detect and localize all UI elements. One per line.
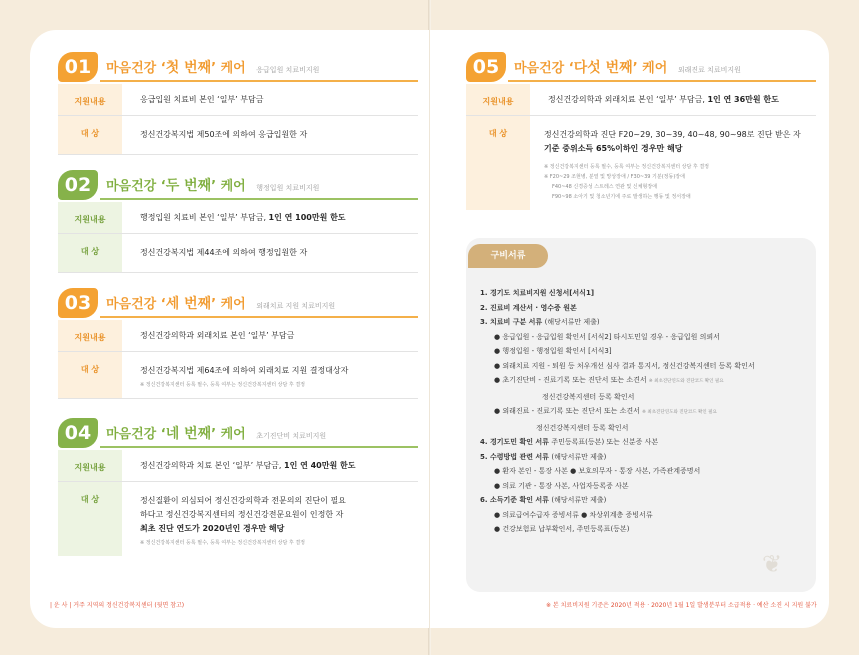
section-underline <box>100 316 418 318</box>
doc-item: ● 건강보험료 납부확인서, 주민등록표(등본) <box>494 525 630 533</box>
section-header <box>58 288 418 320</box>
section-header <box>58 170 418 202</box>
doc-item: 정신건강복지센터 등록 확인서 <box>536 423 629 432</box>
info-row <box>58 202 418 234</box>
row-label: 지원내용 <box>466 84 530 115</box>
row-label: 지원내용 <box>58 202 122 233</box>
row-content: 정신건강복지법 제44조에 의하여 행정입원한 자 <box>140 248 308 257</box>
leaf-icon: ❦ <box>762 550 783 578</box>
section-subtitle: 행정입원 치료비지원 <box>256 184 320 192</box>
row-content: 정신건강의학과 외래치료 본인 ‘일부’ 부담금 <box>140 331 295 340</box>
row-content: 정신건강복지법 제64조에 의하여 외래치료 지원 결정대상자 ※ 정신건강복지센터 등록 필수, 등록 여부는 정신건강복지센터 상담 후 결정 <box>122 352 418 398</box>
doc-item: 정신건강복지센터 등록 확인서 <box>542 392 635 401</box>
info-row <box>58 352 418 399</box>
section-number: 01 <box>58 52 98 82</box>
right-page <box>430 30 829 628</box>
section-number: 03 <box>58 288 98 318</box>
doc-item: 4. 경기도민 확인 서류 주민등록표(등본) 또는 신분증 사본 <box>480 438 659 446</box>
section-number: 02 <box>58 170 98 200</box>
info-row <box>58 320 418 352</box>
left-page <box>30 30 429 628</box>
row-label: 대 상 <box>466 116 530 210</box>
info-row <box>58 234 418 273</box>
row-content: 정신질환이 의심되어 정신건강의학과 전문의의 진단이 필요 하다고 정신건강복지센터의 정신건강전문요원이 인정한 자 최초 진단 연도가 2020년인 경우만 해당 ※ 정신건강복지센터 등록 필수, 등록 여부는 정신건강복지센터 상담 후 결정 <box>122 482 418 556</box>
info-row <box>466 84 816 116</box>
care-section-04 <box>58 418 418 556</box>
row-label: 지원내용 <box>58 84 122 115</box>
row-content: 정신건강의학과 치료 본인 ‘일부’ 부담금, 1인 연 40만원 한도 <box>140 461 356 470</box>
doc-item: 6. 소득기준 확인 서류 (해당서류만 제출) <box>480 496 607 504</box>
doc-item: ● 행정입원 - 행정입원 확인서 [서식3] <box>494 347 612 355</box>
doc-item: ● 외래진료 - 진료기록 또는 진단서 또는 소견서 ※ 최초진단연도와 진단코드 확인 필요 <box>494 407 717 415</box>
row-content: 정신건강의학과 진단 F20~29, 30~39, 40~48, 90~98로 진단 받은 자 기준 중위소득 65%이하인 경우만 해당 ※ 정신건강복지센터 등록 필수, 등록 여부는 정신건강복지센터 상담 후 결정 ※ F20~29 조현병, 분열 및 망상장애 / F30~39 기분(정동)장애 F40~48 신경증성 스트레스 연관 및 신체형장애 F90~98 소아기 및 청소년기에 주로 발생하는 행동 및 정서장애 <box>530 116 816 210</box>
info-row <box>58 84 418 116</box>
row-content: 정신건강의학과 외래치료 본인 ‘일부’ 부담금, 1인 연 36만원 한도 <box>548 95 779 104</box>
section-header <box>58 52 418 84</box>
page-number: | 운 사 | <box>50 602 72 609</box>
section-underline <box>508 80 816 82</box>
section-number: 05 <box>466 52 506 82</box>
section-title: 마음건강 ‘세 번째’ 케어 외래치료 지원 치료비지원 <box>106 296 336 312</box>
care-section-02 <box>58 170 418 273</box>
section-underline <box>100 446 418 448</box>
footer-text: ※ 본 치료비지원 기준은 2020년 적용 · 2020년 1월 1일 발생분부터 소급적용 · 예산 소진 시 지원 불가 <box>546 602 817 609</box>
footnotes: ※ 정신건강복지센터 등록 필수, 등록 여부는 정신건강복지센터 상담 후 결정 ※ F20~29 조현병, 분열 및 망상장애 / F30~39 기분(정동)장애 F40~48 신경증성 스트레스 연관 및 신체형장애 F90~98 소아기 및 청소년기에 주로 발생하는 행동 및 정서장애 <box>544 164 709 200</box>
section-underline <box>100 198 418 200</box>
section-subtitle: 응급입원 치료비지원 <box>256 66 320 74</box>
section-title: 마음건강 ‘네 번째’ 케어 초기진단비 치료비지원 <box>106 426 327 442</box>
section-subtitle: 초기진단비 치료비지원 <box>256 432 327 440</box>
doc-item: 3. 치료비 구분 서류 (해당서류만 제출) <box>480 318 600 326</box>
doc-item: ● 외래치료 지원 - 퇴원 등 처우개선 심사 결과 통지서, 정신건강복지센터 등록 확인서 <box>494 361 755 370</box>
row-label: 대 상 <box>58 234 122 272</box>
info-row <box>58 482 418 556</box>
section-title: 마음건강 ‘두 번째’ 케어 행정입원 치료비지원 <box>106 178 320 194</box>
section-subtitle: 외래진료 치료비지원 <box>677 66 741 74</box>
section-header <box>58 418 418 450</box>
section-title: 마음건강 ‘첫 번째’ 케어 응급입원 치료비지원 <box>106 60 320 76</box>
row-content: 정신건강복지법 제50조에 의하여 응급입원한 자 <box>140 130 308 139</box>
doc-item: 1. 경기도 치료비지원 신청서[서식1] <box>480 289 595 297</box>
care-section-01 <box>58 52 418 155</box>
documents-tab: 구비서류 <box>468 244 548 268</box>
required-documents-box <box>466 238 816 592</box>
section-title: 마음건강 ‘다섯 번째’ 케어 외래진료 치료비지원 <box>514 60 741 76</box>
row-label: 대 상 <box>58 482 122 556</box>
documents-list <box>480 286 805 537</box>
doc-item: ● 환자 본인 - 통장 사본 ● 보호의무자 - 통장 사본, 가족관계증명서 <box>494 467 701 475</box>
doc-item: ● 초기진단비 - 진료기록 또는 진단서 또는 소견서 ※ 최초진단연도와 진단코드 확인 필요 <box>494 376 724 384</box>
info-row <box>58 116 418 155</box>
doc-item: ● 의료급여수급자 증빙서류 ● 차상위계층 증빙서류 <box>494 510 653 519</box>
row-label: 대 상 <box>58 116 122 154</box>
section-number: 04 <box>58 418 98 448</box>
doc-item: 5. 수령방법 관련 서류 (해당서류만 제출) <box>480 452 607 461</box>
care-section-03 <box>58 288 418 399</box>
right-footer <box>546 600 817 609</box>
footer-text: 거주 지역의 정신건강복지센터 (뒷면 참고) <box>73 602 185 609</box>
row-label: 지원내용 <box>58 450 122 481</box>
footnote: ※ 정신건강복지센터 등록 필수, 등록 여부는 정신건강복지센터 상담 후 결정 <box>140 540 305 546</box>
doc-item: ● 응급입원 - 응급입원 확인서 [서식2] 타시도민일 경우 - 응급입원 의뢰서 <box>494 332 720 341</box>
section-underline <box>100 80 418 82</box>
row-content: 행정입원 치료비 본인 ‘일부’ 부담금, 1인 연 100만원 한도 <box>140 213 346 222</box>
doc-item: ● 의료 기관 - 통장 사본, 사업자등록증 사본 <box>494 481 629 490</box>
footnote: ※ 정신건강복지센터 등록 필수, 등록 여부는 정신건강복지센터 상담 후 결정 <box>140 382 305 388</box>
info-row <box>466 116 816 210</box>
care-section-05 <box>466 52 816 210</box>
section-subtitle: 외래치료 지원 치료비지원 <box>256 302 336 310</box>
section-header <box>466 52 816 84</box>
doc-item: 2. 진료비 계산서 · 영수증 원본 <box>480 303 577 312</box>
row-label: 지원내용 <box>58 320 122 351</box>
left-footer <box>50 600 184 609</box>
info-row <box>58 450 418 482</box>
row-content: 응급입원 치료비 본인 ‘일부’ 부담금 <box>140 95 264 104</box>
row-label: 대 상 <box>58 352 122 398</box>
